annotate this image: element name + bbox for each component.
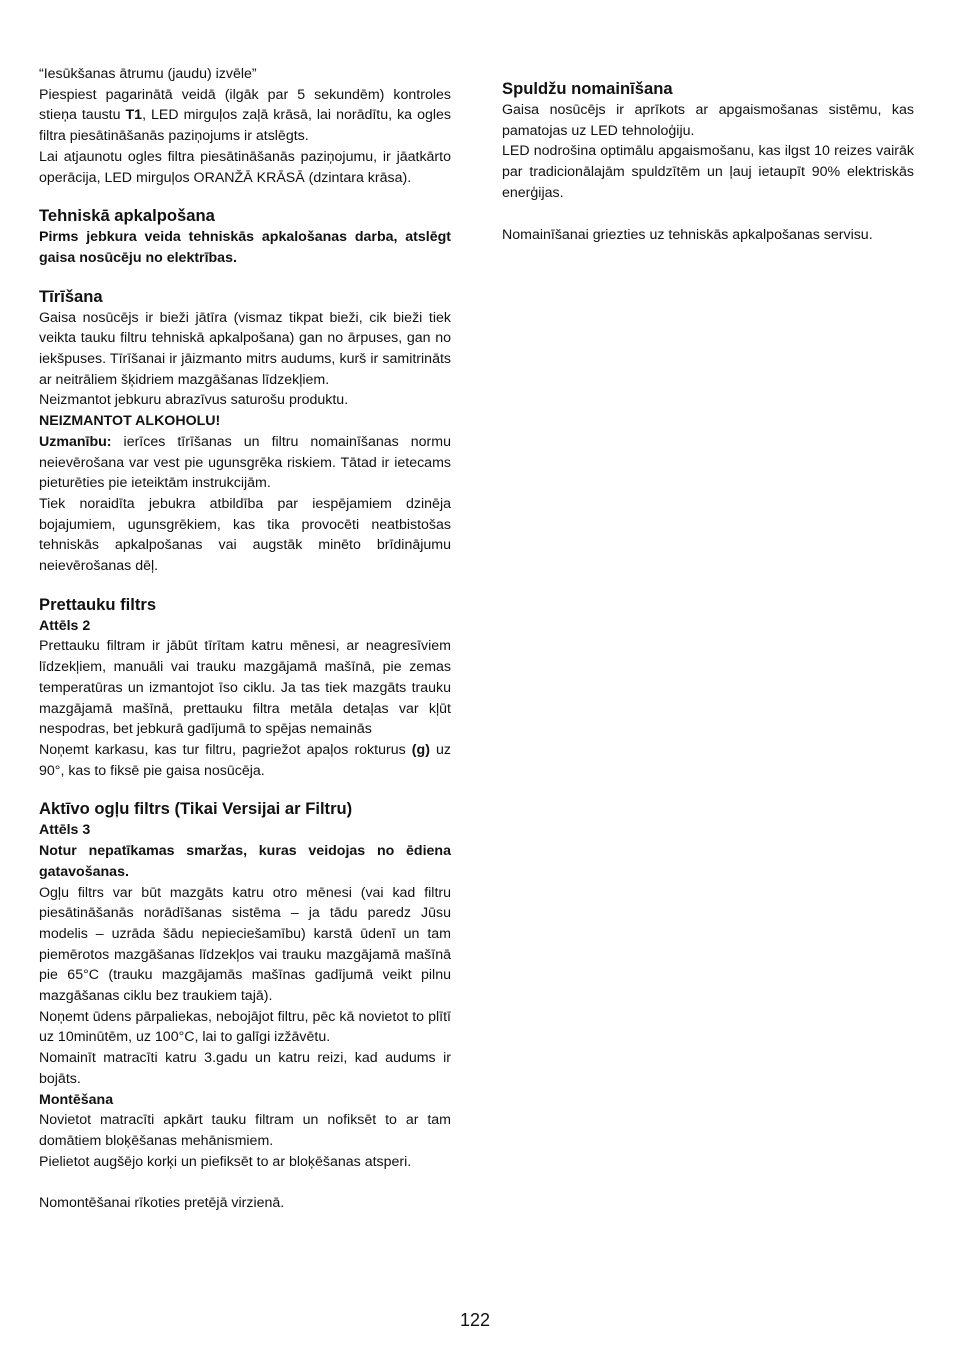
cleaning-paragraph-1: Gaisa nosūcējs ir bieži jātīra (vismaz tikpat bieži, cik bieži tiek veikta tauku filtru tehniskā apkalpošana) gan no ārpuses, gan no iekšpuses. Tīrīšanai ir jāizmanto mitrs audums, kurš ir samitrināts ar neitrāliem šķidriem mazgāšanas līdzekļiem. — [39, 309, 451, 388]
carbon-filter-paragraph-1: Ogļu filtrs var būt mazgāts katru otro mēnesi (vai kad filtru piesātināšanās norādīšanas sistēma – ja tādu paredz Jūsu modelis – uzrāda šādu nepieciešamību) karstā ūdenī un tam piemērotos mazgāšanas līdzekļos vai trauku mazgājamā mašīnā pie 65°C (trauku mazgājamās mašīnas gadījumā veikt pilnu mazgāšanas ciklu bez traukiem tajā). — [39, 884, 451, 1005]
maintenance-warning: Pirms jebkura veida tehniskās apkalošanas darba, atslēgt gaisa nosūcēju no elektrības. — [39, 229, 451, 266]
carbon-filter-figure-ref: Attēls 3 — [39, 822, 91, 839]
attention-label: Uzmanību: — [39, 433, 112, 450]
carbon-filter-purpose: Notur nepatīkamas smaržas, kuras veidojas no ēdiena gatavošanas. — [39, 843, 451, 880]
no-alcohol-warning: NEIZMANTOT ALKOHOLU! — [39, 413, 221, 430]
cleaning-paragraph-2: Neizmantot jebkuru abrazīvus saturošu produktu. — [39, 392, 349, 409]
liability-paragraph: Tiek noraidīta jebukra atbildība par iespējamiem dzinēja bojajumiem, ugunsgrēkiem, kas tika provocēti neatbistošas tehniskās apkalpošanas vai augstāk minēto brīdinājumu neievērošanas dēļ. — [39, 495, 451, 575]
lamp-replacement-heading: Spuldžu nomainīšana — [502, 79, 673, 98]
mounting-paragraph-2: Pielietot augšējo korķi un piefiksēt to ar bloķēšanas atsperi. — [39, 1153, 412, 1170]
carbon-filter-paragraph-3: Nomainīt matracīti katru 3.gadu un katru reizi, kad audums ir bojāts. — [39, 1050, 451, 1087]
knob-ref-g: (g) — [411, 741, 430, 758]
grease-filter-paragraph-2: Noņemt karkasu, kas tur filtru, pagriežot apaļos rokturus (g) uz 90°, kas to fiksē pie gaisa nosūcēja. — [39, 741, 451, 779]
filter-alarm-disable-paragraph: Piespiest pagarinātā veidā (ilgāk par 5 sekundēm) kontroles stieņa taustu T1, LED mirguļos zaļā krāsā, lai norādītu, ka ogles filtra piesātināšanās paziņojums ir atslēgts. — [39, 86, 451, 145]
cleaning-heading: Tīrīšana — [39, 286, 103, 306]
lamp-paragraph-3: Nomainīšanai griezties uz tehniskās apkalpošanas servisu. — [502, 226, 873, 243]
right-column — [502, 78, 914, 245]
maintenance-heading: Tehniskā apkalpošana — [39, 206, 215, 226]
lamp-paragraph-2: LED nodrošina optimālu apgaismošanu, kas ilgst 10 reizes vairāk par tradicionālajām spuldzītēm un ļauj ietaupīt 90% elektriskās enerģijas. — [502, 143, 914, 201]
grease-filter-paragraph-1: Prettauku filtram ir jābūt tīrītam katru mēnesi, ar neagresīviem līdzekļiem, manuāli vai trauku mazgājamā mašīnā, pie zemas temperatūras un izmantojot īso ciklu. Ja tas tiek mazgāts trauku mazgājamā mašīnā, prettauku filtra metāla detaļas var kļūt nespodras, bet jebkurā gadījumā to spējas nemainās — [39, 638, 451, 738]
key-t1: T1 — [125, 107, 143, 124]
dismounting-paragraph: Nomontēšanai rīkoties pretējā virzienā. — [39, 1195, 285, 1212]
mounting-paragraph-1: Novietot matracīti apkārt tauku filtram un nofiksēt to ar tam domātiem bloķēšanas mehānismiem. — [39, 1112, 451, 1149]
grease-filter-figure-ref: Attēls 2 — [39, 617, 91, 634]
grease-filter-heading: Prettauku filtrs — [39, 594, 157, 614]
left-column — [39, 64, 451, 1214]
page-number: 122 — [460, 1310, 491, 1330]
attention-paragraph: Uzmanību: ierīces tīrīšanas un filtru nomainīšanas normu neievērošana var vest pie ugunsgrēka riskiem. Tātad ir ietecams pieturēties pie ieteiktām instrukcijām. — [39, 433, 451, 492]
lamp-paragraph-1: Gaisa nosūcējs ir aprīkots ar apgaismošanas sistēmu, kas pamatojas uz LED tehnoloģiju. — [502, 102, 914, 139]
filter-alarm-enable-paragraph: Lai atjaunotu ogles filtra piesātināšanās paziņojumu, ir jāatkārto operācija, LED mirguļos ORANŽĀ KRĀSĀ (dzintara krāsa). — [39, 148, 451, 186]
carbon-filter-heading: Aktīvo ogļu filtrs (Tikai Versijai ar Filtru) — [39, 799, 353, 819]
speed-selection-heading: “Iesūkšanas ātrumu (jaudu) izvēle” — [39, 66, 257, 82]
carbon-filter-paragraph-2: Noņemt ūdens pārpaliekas, nebojājot filtru, pēc kā novietot to plītī uz 10minūtēm, uz 100°C, lai to galīgi izžāvētu. — [39, 1008, 451, 1046]
mounting-heading: Montēšana — [39, 1091, 114, 1108]
